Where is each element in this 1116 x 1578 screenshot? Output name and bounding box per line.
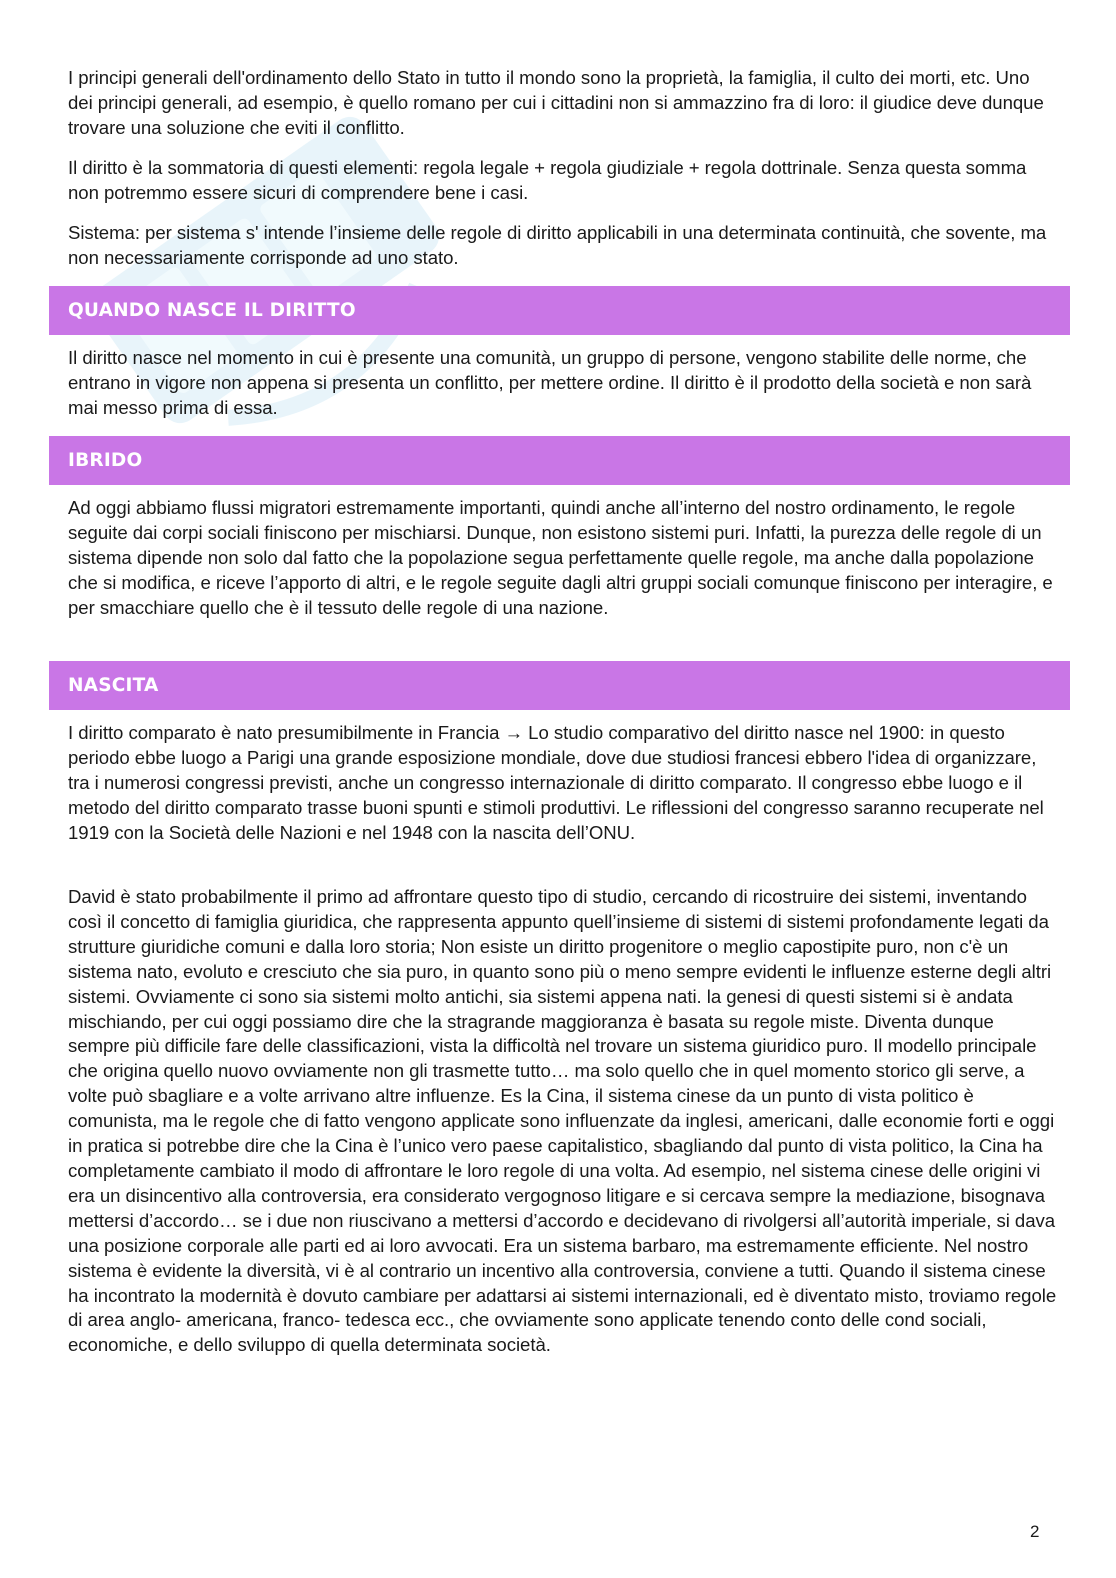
heading-nascita: NASCITA	[49, 661, 1070, 710]
paragraph-diritto-sommatoria: Il diritto è la sommatoria di questi elementi: regola legale + regola giudiziale + regola dottrinale. Senza questa somma non potremmo essere sicuri di comprendere bene i casi.	[68, 157, 1027, 203]
paragraph-principi-generali: I principi generali dell'ordinamento dello Stato in tutto il mondo sono la proprietà, la famiglia, il culto dei morti, etc. Uno dei principi generali, ad esempio, è quello romano per cui i cittadini non si ammazzino fra di loro: il giudice deve dunque trovare una soluzione che eviti il conflitto.	[68, 67, 1044, 138]
paragraph-diritto-comparato: I diritto comparato è nato presumibilmente in Francia → Lo studio comparativo del diritto nasce nel 1900: in questo periodo ebbe luogo a Parigi una grande esposizione mondiale, dove due studiosi francesi ebbero l'idea di organizzare, tra i numerosi congressi previsti, anche un congresso internazionale di diritto comparato. Il congresso ebbe luogo e il metodo del diritto comparato trasse buoni spunti e stimoli produttivi. Le riflessioni del congresso saranno recuperate nel 1919 con la Società delle Nazioni e nel 1948 con la nascita dell’ONU.	[68, 722, 1044, 843]
paragraph-sistema: Sistema: per sistema s' intende l’insieme delle regole di diritto applicabili in una determinata continuità, che sovente, ma non necessariamente corrisponde ad uno stato.	[68, 222, 1047, 268]
paragraph-nascita-diritto: Il diritto nasce nel momento in cui è presente una comunità, un gruppo di persone, vengono stabilite delle norme, che entrano in vigore non appena si presenta un conflitto, per mettere ordine. Il diritto è il prodotto della società e non sarà mai messo prima di essa.	[68, 347, 1032, 418]
page-number: 2	[1030, 1522, 1040, 1541]
heading-ibrido: IBRIDO	[49, 436, 1070, 485]
paragraph-ibrido: Ad oggi abbiamo flussi migratori estremamente importanti, quindi anche all’interno del nostro ordinamento, le regole seguite dai corpi sociali finiscono per mischiarsi. Dunque, non esistono sistemi puri. Infatti, la purezza delle regole di un sistema dipende non solo dal fatto che la popolazione segua perfettamente quelle regole, ma anche dalla popolazione che si modifica, e riceve l’apporto di altri, e le regole seguite dagli altri gruppi sociali comunque finiscono per interagire, e per smacchiare quello che è il tessuto delle regole di una nazione.	[68, 497, 1053, 618]
paragraph-david: David è stato probabilmente il primo ad affrontare questo tipo di studio, cercando di ricostruire dei sistemi, inventando così il concetto di famiglia giuridica, che rappresenta appunto quell’insieme di sistemi di sistemi profondamente legati da strutture giuridiche comuni e dalla loro storia; Non esiste un diritto progenitore o meglio capostipite puro, non c'è un sistema nato, evoluto e cresciuto che sia puro, in quanto sono più o meno sempre evidenti le influenze esterne degli altri sistemi. Ovviamente ci sono sia sistemi molto antichi, sia sistemi appena nati. la genesi di questi sistemi si è andata mischiando, per cui oggi possiamo dire che la stragrande maggioranza è basata su regole miste. Diventa dunque sempre più difficile fare delle classificazioni, vista la difficoltà nel trovare un sistema giuridico puro. Il modello principale che origina quello nuovo ovviamente non gli trasmette tutto… ma solo quello che in quel momento storico gli serve, a volte può sbagliare e a volte arrivano altre influenze. Es la Cina, il sistema cinese da un punto di vista politico è comunista, ma le regole che di fatto vengono applicate sono influenzate da inglesi, americani, dalle economie forti e oggi in pratica si potrebbe dire che la Cina è l’unico vero paese capitalistico, sbagliando dal punto di vista politico, la Cina ha completamente cambiato il modo di affrontare le loro regole di una volta. Ad esempio, nel sistema cinese delle origini vi era un disincentivo alla controversia, era considerato vergognoso litigare e si cercava sempre la mediazione, bisognava mettersi d’accordo… se i due non riuscivano a mettersi d’accordo e decidevano di rivolgersi all’autorità imperiale, si dava una posizione corporale alle parti ed ai loro avvocati. Era un sistema barbaro, ma estremamente efficiente. Nel nostro sistema è evidente la diversità, vi è al contrario un incentivo alla controversia, conviene a tutti. Quando il sistema cinese ha incontrato la modernità è dovuto cambiare per adattarsi ai sistemi internazionali, ed è diventato misto, troviamo regole di area anglo- americana, franco- tedesca ecc., che ovviamente sono applicate tenendo conto delle cond sociali, economiche, e dello sviluppo di quella determinata società.	[68, 886, 1057, 1356]
heading-quando-nasce-il-diritto: QUANDO NASCE IL DIRITTO	[49, 286, 1070, 335]
